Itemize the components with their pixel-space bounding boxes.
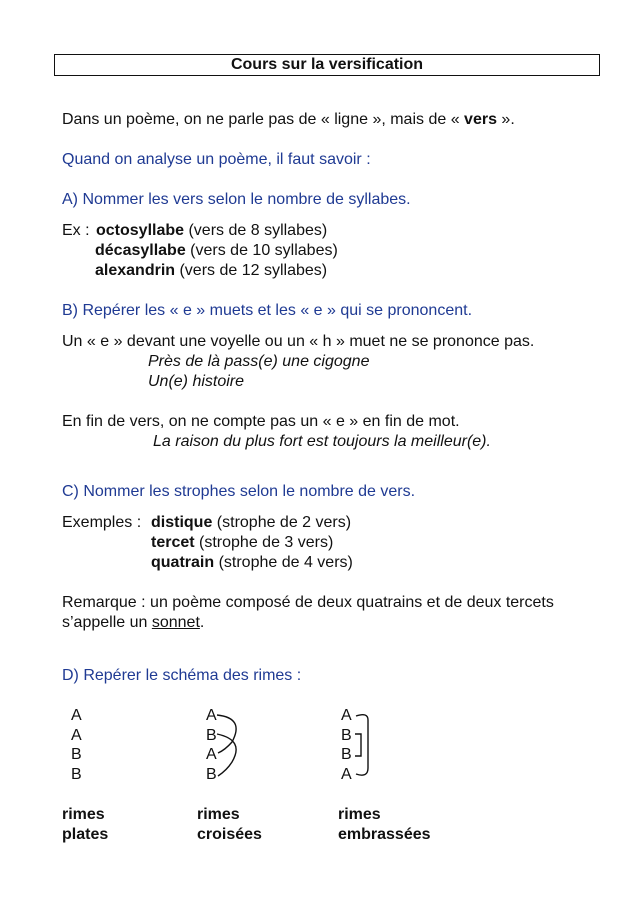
example-line: Près de là pass(e) une cigogne	[148, 353, 370, 370]
syllable-item: octosyllabe (vers de 8 syllabes)	[96, 222, 328, 239]
rhyme-letter: B	[71, 765, 82, 783]
rhyme-letter: B	[206, 765, 217, 783]
remark-line: s’appelle un sonnet.	[62, 614, 205, 631]
end-of-line-rule: En fin de vers, on ne compte pas un « e » en fin de mot.	[62, 413, 460, 430]
scheme-label: plates	[62, 826, 109, 843]
rhyme-letter: A	[206, 746, 217, 763]
intro-bold: vers	[464, 111, 497, 128]
syllable-item: alexandrin (vers de 12 syllabes)	[95, 262, 328, 279]
remark-line: Remarque : un poème composé de deux quatrains et de deux tercets	[62, 594, 554, 611]
rhyme-letter: A	[71, 707, 82, 724]
outer-bracket	[356, 715, 368, 775]
rhyme-scheme-letters	[71, 706, 82, 784]
crossed-rhyme-arcs	[215, 706, 245, 786]
stanza-item: tercet (strophe de 3 vers)	[151, 534, 334, 551]
embraced-rhyme-brackets	[352, 706, 382, 786]
rhyme-letter: B	[341, 726, 352, 744]
sonnet-term: sonnet	[151, 614, 200, 631]
intro-line	[62, 110, 515, 130]
section-d-heading: D) Repérer le schéma des rimes :	[62, 667, 302, 684]
section-c-prefix: Exemples :	[62, 514, 142, 531]
stanza-item: distique (strophe de 2 vers)	[151, 514, 352, 531]
section-c-heading: C) Nommer les strophes selon le nombre de vers.	[62, 483, 416, 500]
intro-before: Dans un poème, on ne parle pas de « ligne », mais de «	[62, 111, 465, 128]
rhyme-letter: B	[341, 746, 352, 763]
rhyme-letter: A	[341, 765, 352, 783]
section-b-heading: B) Repérer les « e » muets et les « e » qui se prononcent.	[62, 302, 473, 319]
lead-text: Quand on analyse un poème, il faut savoir :	[62, 151, 371, 168]
scheme-label: rimes	[197, 806, 240, 823]
rhyme-letter: A	[71, 726, 82, 744]
rhyme-scheme-letters	[341, 706, 352, 784]
example-line: La raison du plus fort est toujours la meilleur(e).	[153, 433, 491, 450]
stanza-item: quatrain (strophe de 4 vers)	[151, 554, 353, 571]
page-title: Cours sur la versification	[54, 54, 600, 76]
scheme-label: embrassées	[338, 826, 431, 843]
rhyme-letter: B	[71, 746, 82, 763]
scheme-label: rimes	[338, 806, 381, 823]
inner-bracket	[355, 734, 361, 756]
mute-e-rule: Un « e » devant une voyelle ou un « h » muet ne se prononce pas.	[62, 333, 535, 350]
section-a-prefix: Ex :	[62, 222, 90, 239]
example-line: Un(e) histoire	[148, 373, 245, 390]
rhyme-letter: A	[341, 707, 352, 724]
intro-after: ».	[496, 111, 515, 128]
rhyme-letter: A	[206, 707, 217, 724]
section-a-heading: A) Nommer les vers selon le nombre de syllabes.	[62, 191, 411, 208]
rhyme-letter: B	[206, 726, 217, 744]
scheme-label: croisées	[197, 826, 262, 843]
syllable-item: décasyllabe (vers de 10 syllabes)	[95, 242, 338, 259]
scheme-label: rimes	[62, 806, 105, 823]
